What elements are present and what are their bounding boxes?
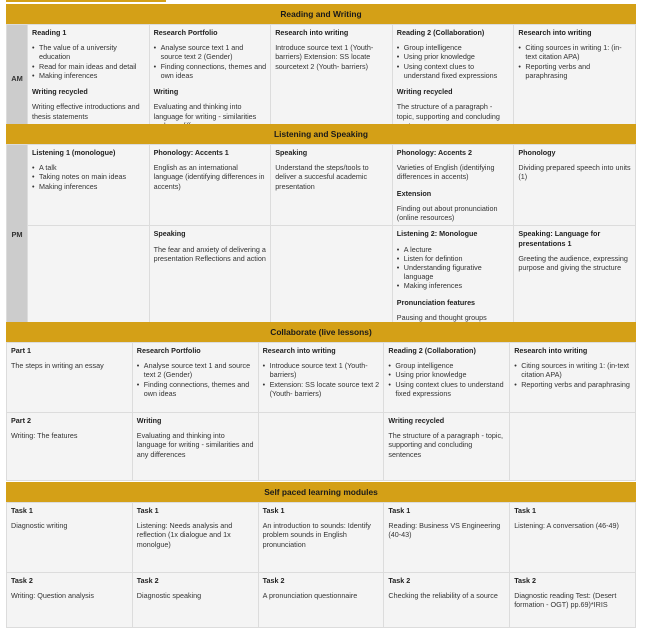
cell-heading: Part 2 [11, 416, 31, 425]
cell-heading: Phonology [518, 148, 556, 157]
list-item: • Listen for defintion [397, 254, 510, 263]
collab-row1-cell-4 [384, 343, 510, 413]
ls-top-cell-1 [28, 145, 150, 226]
sp-row2-cell-2 [132, 573, 258, 628]
rw-cell-1 [28, 25, 150, 134]
cell-text: Writing: Question analysis [11, 591, 94, 601]
cell-heading: Task 2 [136, 576, 159, 585]
cell-heading: Research Portfolio [136, 346, 201, 355]
ls-bottom-cell-5 [514, 226, 636, 326]
collab-row2-cell-1 [7, 413, 133, 481]
cell-text: Greeting the audience, expressing purpose and giving the structure [518, 253, 628, 272]
section-header-collaborate [6, 322, 636, 342]
collab-row1-cell-5 [510, 343, 636, 413]
section-header-reading-writing [6, 4, 636, 24]
table-row [7, 573, 636, 628]
ls-bottom-cell-1 [28, 226, 150, 326]
cell-text: A pronunciation questionnaire [262, 591, 358, 601]
list-item: • Citing sources in writing 1: (in-text citation APA) [518, 43, 631, 61]
listening-speaking-section [6, 124, 636, 326]
section-title: Reading and Writing [280, 8, 362, 19]
cell-text: AM [11, 74, 23, 84]
am-label [7, 25, 28, 134]
cell-text: Pausing and thought groups [396, 312, 487, 322]
rw-cell-5 [514, 25, 636, 134]
rw-cell-2 [149, 25, 271, 134]
cell-heading: Task 2 [388, 576, 411, 585]
table-row [7, 145, 636, 226]
list-item: • Understanding figurative language [397, 263, 510, 281]
collab-row1-cell-1 [7, 343, 133, 413]
list-item: • Reporting verbs and paraphrasing [514, 380, 631, 389]
list-item: • A talk [32, 163, 145, 172]
list-item: • Using prior knowledge [388, 370, 505, 379]
cell-heading: Task 1 [262, 506, 285, 515]
cell-heading: Task 1 [11, 506, 33, 515]
section-title: Collaborate (live lessons) [270, 326, 372, 337]
cell-heading: Writing [136, 416, 162, 425]
list-item: • Finding connections, themes and own ideas [154, 62, 267, 80]
list-item: • Introduce source text 1 (Youth- barriers) [263, 361, 380, 379]
list-item: • Finding connections, themes and own ideas [137, 380, 254, 398]
cell-heading: Task 2 [11, 576, 33, 585]
cell-heading: Reading 2 (Collaboration) [396, 28, 485, 37]
bullet-list [518, 43, 631, 80]
cell-heading: Reading 1 [32, 28, 67, 37]
cell-heading: Task 1 [136, 506, 159, 515]
section-title: Listening and Speaking [274, 128, 368, 139]
collaborate-section [6, 322, 636, 481]
table-row [7, 25, 636, 134]
listening-speaking-table [6, 144, 636, 326]
bullet-list [154, 43, 267, 80]
cell-text: Writing effective introductions and thesis statements [32, 102, 140, 121]
cell-heading: Task 2 [514, 576, 537, 585]
collab-row2-cell-5 [510, 413, 636, 481]
collab-row2-cell-4 [384, 413, 510, 481]
self-paced-section [6, 482, 636, 628]
table-row [7, 343, 636, 413]
reading-writing-section [6, 4, 636, 134]
cell-text: Listening: A conversation (46-49) [514, 521, 619, 531]
collab-row1-cell-3 [258, 343, 384, 413]
list-item: • A lecture [397, 245, 510, 254]
rw-cell-4 [392, 25, 514, 134]
cell-heading: Task 1 [388, 506, 411, 515]
list-item: • Using context clues to understand fixed expressions [397, 62, 510, 80]
list-item: • Making inferences [32, 182, 145, 191]
list-item: • Making inferences [397, 281, 510, 290]
bullet-list [514, 361, 631, 389]
ls-bottom-cell-2 [149, 226, 271, 326]
reading-writing-table [6, 24, 636, 134]
top-accent-line [6, 0, 166, 2]
ls-top-cell-3 [271, 145, 393, 226]
list-item: • Using context clues to understand fixed expressions [388, 380, 505, 398]
list-item: • Group intelligence [397, 43, 510, 52]
cell-heading: Speaking [275, 148, 308, 157]
section-title: Self paced learning modules [264, 486, 378, 497]
cell-text: Listening: Needs analysis and reflection (1x dialogue and 1x monolgue) [136, 521, 233, 549]
sp-row2-cell-4 [384, 573, 510, 628]
bullet-list [137, 361, 254, 398]
cell-text: Diagnostic speaking [136, 591, 202, 601]
cell-heading: Research into writing [275, 28, 349, 37]
cell-heading: Listening 1 (monologue) [32, 148, 116, 157]
list-item: • Group intelligence [388, 361, 505, 370]
cell-text: Diagnostic writing [11, 521, 68, 531]
cell-heading: Listening 2: Monologue [396, 229, 478, 239]
cell-text: Introduce source text 1 (Youth- barriers) Extension: SS locate sourcetext 2 (Youth- barriers) [275, 43, 374, 71]
bullet-list [397, 43, 510, 80]
sp-row1-cell-5 [510, 503, 636, 573]
cell-heading: Research into writing [262, 346, 336, 355]
cell-heading: Task 2 [262, 576, 285, 585]
pm-label [7, 145, 28, 326]
bullet-list [263, 361, 380, 398]
cell-text: PM [11, 230, 23, 240]
list-item: • Read for main ideas and detail [32, 62, 145, 71]
cell-text: The steps in writing an essay [11, 361, 104, 371]
bullet-list [32, 163, 145, 191]
collab-row2-cell-3 [258, 413, 384, 481]
cell-heading: Writing [153, 87, 179, 97]
cell-text: An introduction to sounds: Identify problem sounds in English pronunciation [262, 521, 371, 549]
sp-row1-cell-3 [258, 503, 384, 573]
list-item: • Taking notes on main ideas [32, 172, 145, 181]
sp-row2-cell-3 [258, 573, 384, 628]
cell-heading: Phonology: Accents 1 [153, 148, 229, 157]
ls-top-cell-5 [514, 145, 636, 226]
sp-row2-cell-1 [7, 573, 133, 628]
table-row [7, 413, 636, 481]
cell-heading: Pronunciation features [396, 297, 476, 307]
ls-top-cell-4 [392, 145, 514, 226]
collab-row2-cell-2 [132, 413, 258, 481]
cell-heading: Phonology: Accents 2 [396, 148, 472, 157]
cell-heading: Writing recycled [32, 87, 88, 97]
cell-text: Writing: The features [11, 431, 78, 441]
bullet-list [397, 245, 510, 291]
cell-text: Understand the steps/tools to deliver a succesful academic presentation [275, 163, 369, 191]
cell-heading: Research Portfolio [153, 28, 218, 37]
cell-heading: Writing recycled [388, 416, 445, 425]
collaborate-table [6, 342, 636, 481]
cell-heading: Research into writing [514, 346, 588, 355]
section-header-self-paced [6, 482, 636, 502]
cell-text: Finding out about pronunciation (online resources) [396, 203, 498, 223]
bullet-list [32, 43, 145, 80]
cell-heading: Writing recycled [396, 87, 453, 97]
ls-bottom-cell-4 [392, 226, 514, 326]
cell-text: English as an international language (identifying differences in accents) [153, 163, 265, 191]
list-item: • Extension: SS locate source text 2 (Youth- barriers) [263, 380, 380, 398]
cell-text: Varieties of English (identifying differences in accents) [396, 163, 495, 182]
section-header-listening-speaking [6, 124, 636, 144]
list-item: • Citing sources in writing 1: (in-text citation APA) [514, 361, 631, 379]
cell-heading: Speaking: Language for presentations 1 [518, 229, 601, 248]
sp-row2-cell-5 [510, 573, 636, 628]
sp-row1-cell-1 [7, 503, 133, 573]
sp-row1-cell-2 [132, 503, 258, 573]
cell-text: Evaluating and thinking into language for writing - similarities and any differences [136, 431, 254, 459]
cell-heading: Research into writing [518, 28, 592, 37]
cell-text: Dividing prepared speech into units (1) [518, 163, 631, 182]
cell-heading: Task 1 [514, 506, 537, 515]
ls-top-cell-2 [149, 145, 271, 226]
list-item: • Analyse source text 1 and source text 2 (Gender) [154, 43, 267, 61]
table-row [7, 503, 636, 573]
sp-row1-cell-4 [384, 503, 510, 573]
list-item: • Using prior knowledge [397, 52, 510, 61]
cell-text: Evaluating and thinking into language for writing - similarities [153, 102, 257, 121]
ls-bottom-cell-3 [271, 226, 393, 326]
list-item: • Making inferences [32, 71, 145, 80]
collab-row1-cell-2 [132, 343, 258, 413]
cell-text: Reading: Business VS Engineering (40-43) [388, 521, 501, 540]
cell-heading: Speaking [153, 229, 186, 239]
table-row [7, 226, 636, 326]
cell-text: The structure of a paragraph - topic, supporting and concluding sentences [388, 431, 504, 459]
cell-text: Diagnostic reading Test: (Desert formation - OGT) pp.69)*IRIS [514, 591, 617, 610]
cell-text: The structure of a paragraph - topic, supporting and concluding [396, 102, 500, 121]
list-item: • Analyse source text 1 and source text 2 (Gender) [137, 361, 254, 379]
self-paced-table [6, 502, 636, 628]
list-item: • Reporting verbs and paraphrasing [518, 62, 631, 80]
bullet-list [388, 361, 505, 398]
cell-heading: Reading 2 (Collaboration) [388, 346, 476, 355]
cell-heading: Extension [396, 188, 432, 198]
cell-text: Checking the reliability of a source [388, 591, 498, 601]
cell-heading: Part 1 [11, 346, 31, 355]
list-item: • The value of a university education [32, 43, 145, 61]
cell-text: The fear and anxiety of delivering a presentation Reflections and action [153, 244, 266, 263]
rw-cell-3 [271, 25, 393, 134]
